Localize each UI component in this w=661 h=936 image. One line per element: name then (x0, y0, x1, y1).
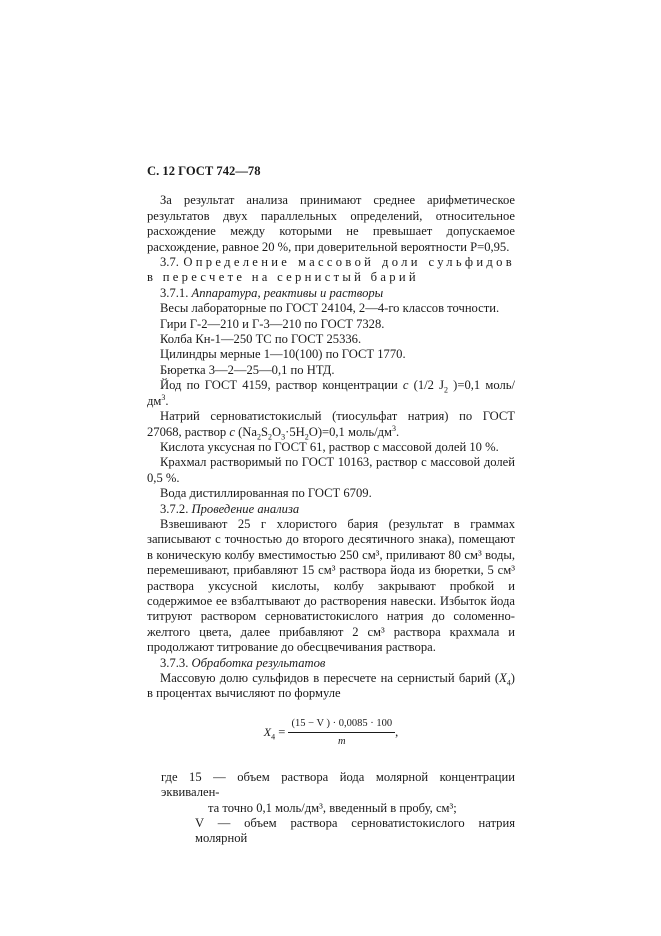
section-title: Проведение анализа (191, 501, 300, 516)
item-burette: Бюретка 3—2—25—0,1 по НТД. (160, 362, 335, 377)
section-3-7-3 (147, 656, 515, 671)
legend (147, 770, 515, 847)
item-starch: Крахмал растворимый по ГОСТ 10163, раствор с массовой долей 0,5 %. (147, 455, 515, 485)
section-number: 3.7. (160, 255, 179, 270)
page-header: С. 12 ГОСТ 742—78 (147, 164, 261, 178)
section-number: 3.7.1. (160, 285, 189, 300)
section-number: 3.7.2. (160, 501, 189, 516)
legend-15-line2: та точно 0,1 моль/дм³, введенный в пробу, см³; (208, 800, 457, 815)
section-3-7-1 (147, 286, 515, 301)
item-weights: Гири Г-2—210 и Г-3—210 по ГОСТ 7328. (160, 316, 385, 331)
item-thiosulfate: Натрий серноватистокислый (тиосульфат натрия) по ГОСТ 27068, раствор c $(Na_2S_2O_3\cdot 5H_2O)=0,1$ моль/$дм^3$. (147, 409, 515, 442)
legend-15-line1: где 15 — объем раствора йода молярной концентрации эквивален- (161, 769, 515, 800)
formula: $X_4$ = $\frac{(15 - V ) \cdot 0,0085 \cdot 100}{m}$ , (147, 716, 515, 752)
item-acetic-acid: Кислота уксусная по ГОСТ 61, раствор с массовой долей 10 %. (160, 439, 499, 454)
item-scales: Весы лабораторные по ГОСТ 24104, 2—4-го классов точности. (160, 301, 500, 316)
formula-numerator: (15 − V ) · 0,0085 · 100 (288, 716, 395, 733)
section-number: 3.7.3. (160, 655, 189, 670)
procedure-text: Взвешивают 25 г хлористого бария (результат в граммах записывают с точностью до второго десятичного знака), помещают в коническую колбу вместимостью 250 см³, приливают 80 см³ воды, перемешивают, прибавляют 15 см³ раствора йода из бюретки, 5 см³ раствора уксусной кислоты, колбу закрывают пробкой и содержимое ее взбалтывают до растворения навески. Избыток йода титруют раствором серноватистокислого натрия до соломенно-желтого цвета, далее прибавляют 2 см³ раствора крахмала и продолжают титрование до обесцвечивания раствора. (147, 516, 515, 655)
calc-intro: Массовую долю сульфидов в пересчете на сернистый барий $(X_4)$ в процентах вычисляют по формуле (147, 671, 515, 701)
item-cylinders: Цилиндры мерные 1—10(100) по ГОСТ 1770. (160, 347, 406, 362)
section-3-7-2 (147, 502, 515, 517)
formula-denominator: m (338, 736, 346, 748)
formula-lhs: X (263, 724, 272, 739)
formula-fraction (288, 716, 395, 750)
para-result: За результат анализа принимают среднее арифметическое результатов двух параллельных определений, относительное расхождение между которыми не превышает допускаемое расхождение, равное 20 %, при доверительной вероятности P=0,95. (147, 193, 515, 254)
section-title: Определение массовой доли сульфидов в пересчете на сернистый барий (147, 255, 515, 285)
item-water: Вода дистиллированная по ГОСТ 6709. (160, 486, 372, 501)
section-3-7 (147, 255, 515, 286)
item-iodine: Йод по ГОСТ 4159, раствор концентрации c (1/2 $J_2$ )=0,1 моль/$дм^3$. (147, 378, 515, 408)
document-page (147, 164, 515, 847)
section-title: Обработка результатов (191, 655, 326, 670)
item-flask: Колба Кн-1—250 ТС по ГОСТ 25336. (160, 332, 362, 347)
section-title: Аппаратура, реактивы и растворы (191, 285, 384, 300)
legend-v: V — объем раствора серноватистокислого натрия молярной (195, 816, 515, 846)
